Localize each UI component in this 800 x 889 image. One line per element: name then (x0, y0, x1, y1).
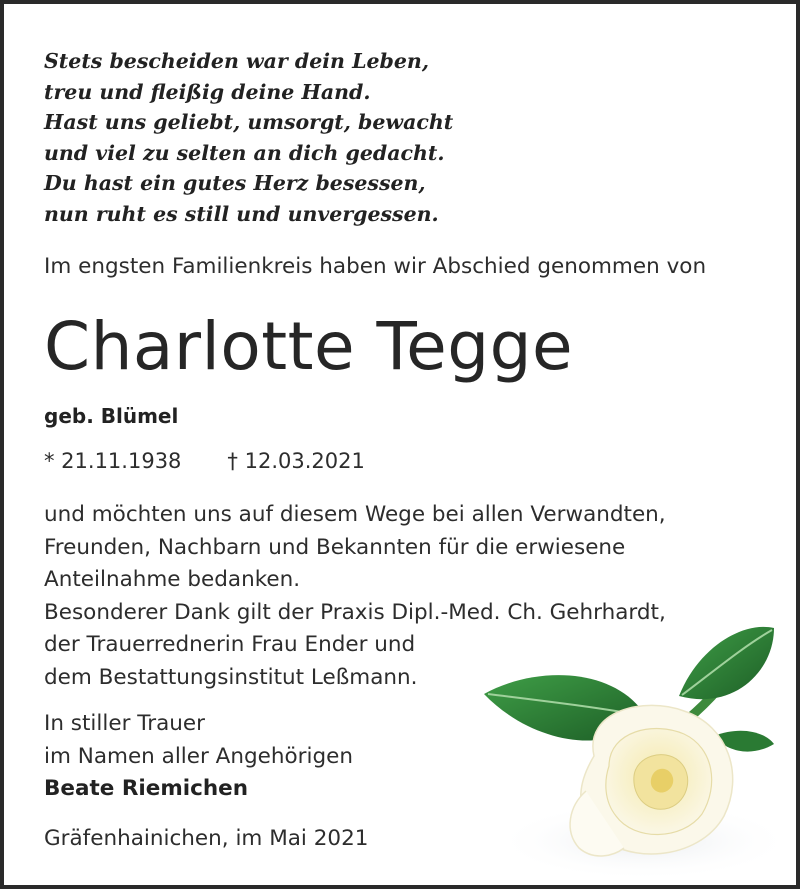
maiden-name: geb. Blümel (44, 404, 179, 428)
life-dates (44, 449, 365, 473)
signer-name: Beate Riemichen (44, 776, 249, 801)
white-rose-icon (474, 616, 794, 886)
poem-line: und viel zu selten an dich gedacht. (44, 140, 445, 165)
poem-line: Du hast ein gutes Herz besessen, (44, 171, 426, 195)
deceased-name: Charlotte Tegge (44, 308, 574, 385)
death-date: † 12.03.2021 (227, 449, 365, 473)
closing-line: In stiller Trauer (44, 711, 205, 736)
closing-block (44, 708, 353, 806)
thanks-line: und möchten uns auf diesem Wege bei allen Verwandten, (44, 502, 666, 527)
closing-line: im Namen aller Angehörigen (44, 743, 353, 769)
thanks-line: Anteilnahme bedanken. (44, 567, 301, 592)
birth-date: * 21.11.1938 (44, 449, 182, 473)
poem-line: treu und fleißig deine Hand. (44, 79, 371, 104)
poem-line: nun ruht es still und unvergessen. (44, 201, 439, 226)
thanks-line: Besonderer Dank gilt der Praxis Dipl.-Med. Ch. Gehrhardt, (44, 599, 666, 625)
intro-text: Im engsten Familienkreis haben wir Abschied genommen von (44, 254, 707, 279)
poem-line: Hast uns geliebt, umsorgt, bewacht (44, 110, 454, 134)
memorial-poem (44, 46, 453, 229)
thanks-line: dem Bestattungsinstitut Leßmann. (44, 664, 418, 690)
place-date: Gräfenhainichen, im Mai 2021 (44, 826, 369, 851)
poem-line: Stets bescheiden war dein Leben, (44, 49, 429, 73)
thanks-line: der Trauerrednerin Frau Ender und (44, 632, 416, 657)
thanks-line: Freunden, Nachbarn und Bekannten für die erwiesene (44, 534, 626, 560)
